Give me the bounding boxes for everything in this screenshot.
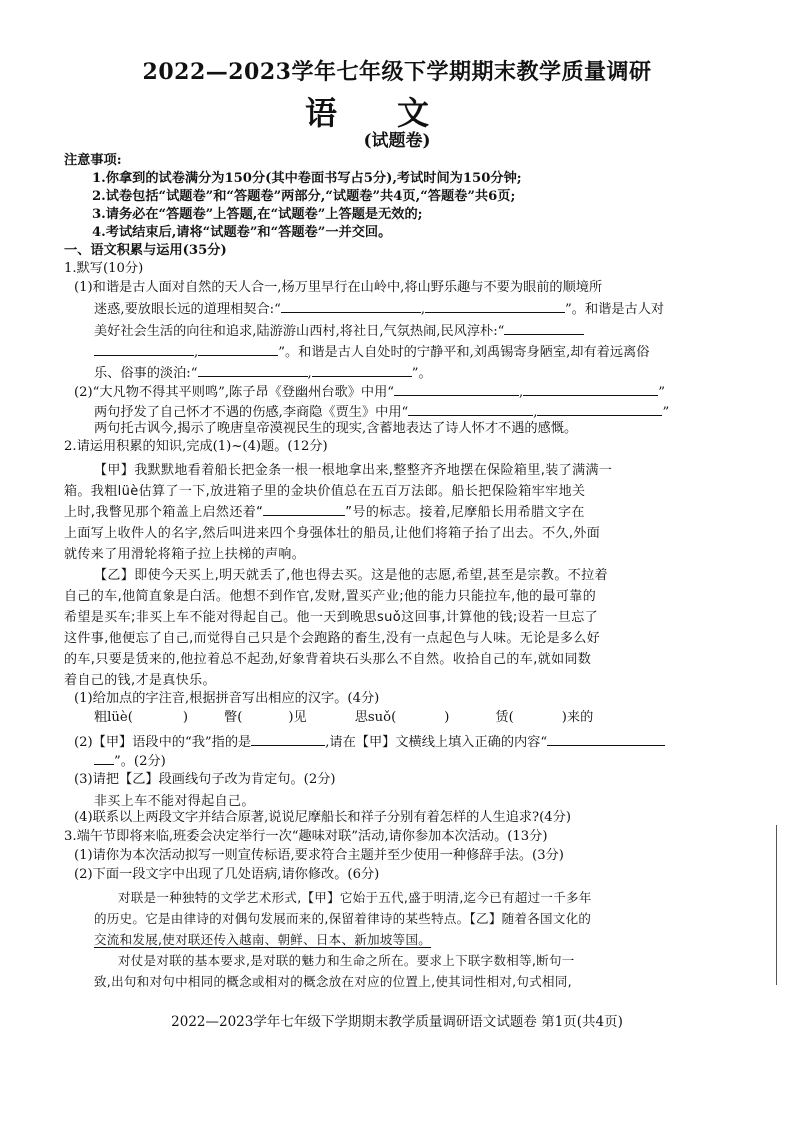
notice-item: 3.请务必在“答题卷”上答题,在“试题卷”上答题是无效的;: [92, 207, 423, 222]
passage-yi-line: 希望是买车;非买上车不能对得起自己。他一天到晚思suǒ这回事,计算他的钱;设若一旦忘了: [64, 610, 599, 625]
pinyin-items-row: 粗lüè( ) 瞥( )见 思suǒ( ) 赁( )来的: [94, 710, 594, 725]
passage-jia-line: 上时,我瞥见那个箱盖上启然还着“ ”号的标志。接着,尼摩船长用希腊文字在: [64, 501, 585, 520]
section-heading: 一、语文积累与运用(35分): [64, 243, 227, 258]
question-1-label: 1.默写(10分): [64, 261, 144, 276]
notice-item: 4.考试结束后,请将“试题卷”和“答题卷”一并交回。: [92, 225, 392, 240]
page-footer: 2022—2023学年七年级下学期期末教学质量调研语文试题卷 第1页(共4页): [171, 1014, 623, 1030]
editing-paragraph-line: 对仗是对联的基本要求,是对联的魅力和生命之所在。要求上下联字数相等,断句一: [118, 953, 575, 968]
answer-blank[interactable]: [523, 381, 658, 396]
editing-paragraph-line: 致,出句和对句中相同的概念或相对的概念放在对应的位置上,使其词性相对,句式相同,: [94, 974, 572, 989]
editing-paragraph-line: 对联是一种独特的文学艺术形式,【甲】它始于五代,盛于明清,迄今已有超过一千多年: [118, 890, 592, 905]
answer-blank[interactable]: [537, 401, 662, 416]
passage-yi-line: 的车,只要是赁来的,他拉着总不起劲,好象背着块石头那么不自然。收拾自己的车,就如同数: [64, 652, 592, 667]
passage-yi-line: 这件事,他便忘了自己,而觉得自己只是个会跑路的畜生,没有一点起色与人味。无论是多么好: [64, 631, 601, 646]
q1-line: 迷惑,要放眼长远的道理相契合:“ , ”。和谐是古人对: [94, 298, 664, 319]
answer-blank[interactable]: [408, 401, 533, 416]
notice-item: 2.试卷包括“试题卷”和“答题卷”两部分,“试题卷”共4页,“答题卷”共6页;: [92, 189, 516, 204]
q1-line: 美好社会生活的向往和追求,陆游游山西村,将社日,气氛热闹,民风淳朴:“: [94, 320, 584, 341]
q1-line: (1)和谐是古人面对自然的天人合一,杨万里早行在山岭中,将山野乐趣与不要为眼前的顺境所: [74, 280, 603, 295]
answer-blank[interactable]: [425, 298, 565, 313]
paper-type: (试题卷): [363, 131, 431, 151]
question-3-label: 3.端午节即将来临,班委会决定举行一次“趣味对联”活动,请你参加本次活动。(13分): [64, 829, 548, 844]
q1-line: 两句托古讽今,揭示了晚唐皇帝漠视民生的现实,含蓄地表达了诗人怀才不遇的感慨。: [94, 421, 578, 436]
answer-blank[interactable]: [263, 501, 345, 516]
notice-heading: 注意事项:: [64, 153, 122, 168]
passage-jia-line: 上面写上收件人的名字,然后叫进来四个身强体壮的船员,让他们将箱子抬了出去。不久,外面: [64, 526, 601, 541]
answer-blank[interactable]: [94, 750, 114, 765]
q1-line: 乐、俗事的淡泊:“ , ”。: [94, 362, 432, 383]
q1-line: (2)“大凡物不得其平则鸣”,陈子昂《登幽州台歌》中用“ , ”: [74, 381, 665, 402]
question-2-label: 2.请运用积累的知识,完成(1)~(4)题。(12分): [64, 439, 328, 454]
subquestion: (4)联系以上两段文字并结合原著,说说尼摩船长和祥子分别有着怎样的人生追求?(4分): [74, 810, 571, 825]
answer-blank[interactable]: [251, 731, 325, 746]
passage-jia-line: 【甲】我默默地看着船长把金条一根一根地拿出来,整整齐齐地摆在保险箱里,装了满满一: [94, 463, 613, 478]
answer-blank[interactable]: [281, 298, 421, 313]
exam-title: 2022—2023学年七年级下学期期末教学质量调研: [142, 59, 652, 85]
answer-blank[interactable]: [547, 731, 665, 746]
subquestion: (2)【甲】语段中的“我”指的是 ,请在【甲】文横线上填入正确的内容“: [74, 731, 665, 752]
subject-title: 语文: [304, 94, 489, 132]
answer-blank[interactable]: [312, 362, 412, 377]
subquestion-cont: ”。(2分): [94, 750, 166, 771]
passage-yi-line: 自己的车,他简直象是白活。他想不到作官,发财,置买产业;他的能力只能拉车,他的最可靠的: [64, 589, 597, 604]
answer-blank[interactable]: [198, 362, 308, 377]
subquestion: (2)下面一段文字中出现了几处语病,请你修改。(6分): [74, 867, 380, 882]
answer-blank[interactable]: [198, 341, 278, 356]
subquestion: (1)给加点的字注音,根据拼音写出相应的汉字。(4分): [74, 691, 380, 706]
editing-paragraph-line: 交流和发展,使对联还传入越南、朝鲜、日本、新加坡等国。: [94, 932, 432, 947]
editing-paragraph-line: 的历史。它是由律诗的对偶句发展而来的,保留着律诗的某些特点。【乙】随着各国文化的: [94, 911, 592, 926]
answer-blank[interactable]: [94, 341, 194, 356]
sentence-to-rewrite: 非买上车不能对得起自己。: [94, 794, 255, 809]
q1-line: 两句抒发了自己怀才不遇的伤感,李商隐《贾生》中用“ , ”: [94, 401, 669, 422]
notice-item: 1.你拿到的试卷满分为150分(其中卷面书写占5分),考试时间为150分钟;: [92, 171, 522, 186]
passage-yi-line: 着自己的钱,才是真快乐。: [64, 673, 216, 688]
answer-blank[interactable]: [394, 381, 519, 396]
q1-line: , ”。和谐是古人自处时的宁静平和,刘禹锡寄身陋室,却有着远离俗: [94, 341, 649, 362]
margin-line: [776, 825, 777, 985]
subquestion: (3)请把【乙】段画线句子改为肯定句。(2分): [74, 772, 336, 787]
passage-jia-line: 箱。我粗lüè估算了一下,放进箱子里的金块价值总在五百万法郎。船长把保险箱牢牢地关: [64, 484, 586, 499]
passage-yi-line: 【乙】即使今天买上,明天就丢了,他也得去买。这是他的志愿,希望,甚至是宗教。不拉着: [94, 568, 608, 583]
passage-jia-line: 就传来了用滑轮将箱子拉上扶梯的声响。: [64, 547, 306, 562]
subquestion: (1)请你为本次活动拟写一则宣传标语,要求符合主题并至少使用一种修辞手法。(3分): [74, 848, 564, 863]
answer-blank[interactable]: [504, 320, 584, 335]
